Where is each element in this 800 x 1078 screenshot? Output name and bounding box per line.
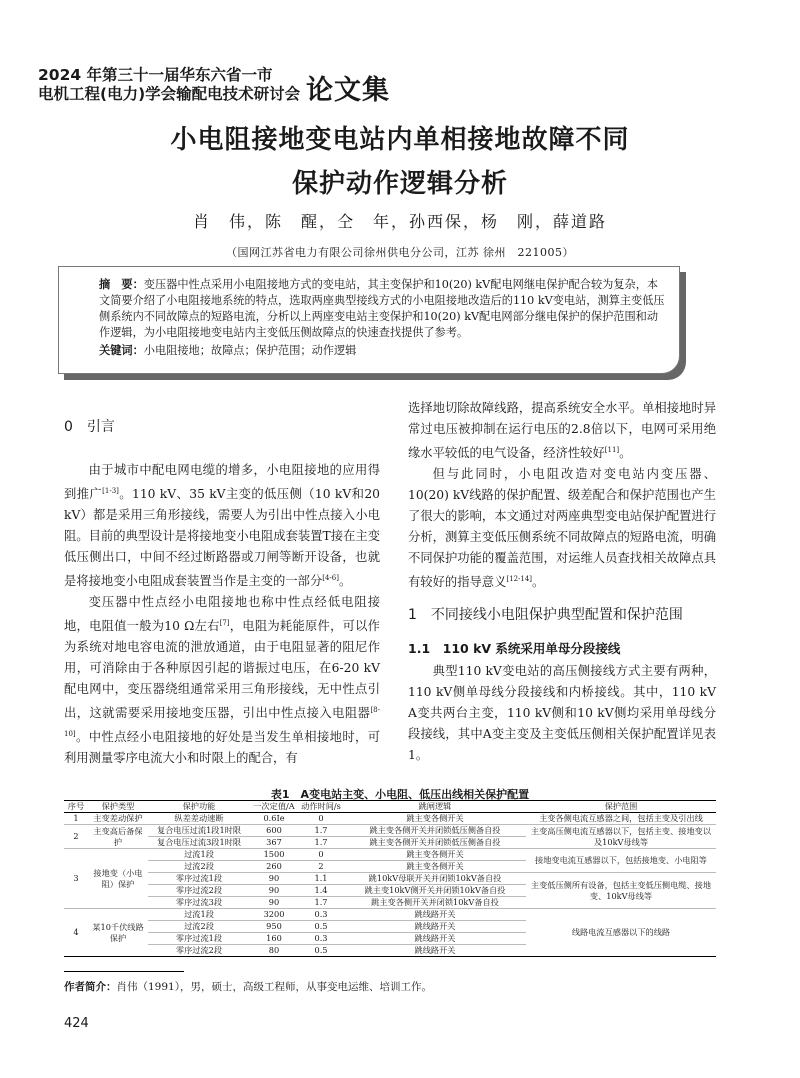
section-heading-1: 1 不同接线小电阻保护典型配置和保护范围 (408, 607, 683, 624)
protection-config-table (64, 800, 716, 957)
section-heading-intro: 0 引言 (64, 419, 115, 435)
abstract-box (58, 266, 680, 374)
collection-label: 论文集 (306, 75, 390, 106)
col-header-trip: 跳闸逻辑 (344, 801, 526, 813)
keywords-text: 小电阻接地；故障点；保护范围；动作逻辑 (143, 344, 357, 357)
table-row: 零序过流1段 160 0.3 跳线路开关 (64, 933, 716, 945)
subsection-heading-1-1: 1.1 110 kV 系统采用单母分段接线 (408, 641, 621, 657)
table-row: 1 主变差动保护 纵差差动速断 0.6Ie 0 跳主变各侧开关 主变各侧电流互感器之间，包括主变及引出线 (64, 813, 716, 825)
header-line-2: 电机工程(电力)学会输配电技术研讨会 (38, 85, 301, 103)
table-row: 4 某10千伏线路保护 过流1段 3200 0.3 跳线路开关 线路电流互感器以下的线路 (64, 909, 716, 921)
footnote-label: 作者简介： (64, 981, 117, 993)
col-header-type: 保护类型 (88, 801, 148, 813)
abstract-text: 变压器中性点采用小电阻接地方式的变电站，其主变保护和10(20) kV配电网继电保护配合较为复杂，本文简要介绍了小电阻接地系统的特点，选取两座典型接线方式的小电阻接地改造后的110 kV变电站，测算主变低压侧系统内不同故障点的短路电流，分析以上两座变电站主变保护和10(20) kV配电网部分继电保护的保护范围和动作逻辑，为小电阻接地变电站内主变低压侧故障点的快速查找提供了参考。 (99, 278, 665, 339)
col-header-function: 保护功能 (148, 801, 250, 813)
intro-paragraph-2: 变压器中性点经小电阻接地也称中性点经低电阻接地，电阻值一般为10 Ω左右[7]，电阻为耗能原件，可以作为系统对地电容电流的泄放通道，由于电阻显著的阻尼作用，可消除由于各种原因引起的谐振过电压，在6-20 kV配电网中，变压器绕组通常采用三角形接线，无中性点引出，这就需要采用接地变压器，引出中性点接入电阻器[8-10]。中性点经小电阻接地的好处是当发生单相接地时，可利用测量零序电流大小和时限上的配合，有 (64, 595, 380, 766)
table-row: 复合电压过流3段1时限 367 1.7 跳主变各侧开关并闭锁低压侧备自投 (64, 837, 716, 849)
col-header-no: 序号 (64, 801, 88, 813)
abstract (99, 277, 669, 341)
table-row: 2 主变高后备保护 复合电压过流1段1时限 600 1.7 跳主变各侧开关并闭锁低压侧备自投 主变高压侧电流互感器以下，包括主变、接地变以及10kV母线等 (64, 825, 716, 837)
col-header-range: 保护范围 (526, 801, 716, 813)
table-row: 零序过流1段 90 1.1 跳10kV母联开关并闭锁10kV备自投 主变低压侧所有设备，包括主变低压侧电缆、接地变、10kV母线等 (64, 873, 716, 885)
left-column (64, 460, 380, 769)
table-row: 零序过流2段 80 0.5 跳线路开关 (64, 945, 716, 957)
page-number: 424 (64, 1016, 89, 1031)
paper-title (0, 118, 800, 206)
proceedings-header (38, 66, 300, 104)
header-line-1: 2024 年第三十一届华东六省一市 (38, 66, 273, 84)
table-row: 过流2段 260 2 跳主变各侧开关 (64, 861, 716, 873)
author-bio-footnote (64, 979, 432, 994)
table-row: 零序过流2段 90 1.4 跳主变10kV侧开关并闭锁10kV备自投 (64, 885, 716, 897)
table-caption: 表1 A变电站主变、小电阻、低压出线相关保护配置 (270, 788, 530, 801)
right-column (408, 398, 716, 766)
citation: [1-3] (102, 487, 119, 495)
table-row: 零序过流3段 90 1.7 跳主变各侧开关并闭锁10kV备自投 (64, 897, 716, 909)
table-row: 过流2段 950 0.5 跳线路开关 (64, 921, 716, 933)
keywords-label: 关键词： (99, 344, 144, 357)
col-header-time: 动作时间/s (298, 801, 344, 813)
footnote-text: 肖伟（1991），男，硕士，高级工程师，从事变电运维、培训工作。 (116, 981, 432, 993)
author-list: 肖 伟，陈 醒，仝 年，孙西保，杨 刚，薛道路 (192, 212, 607, 231)
intro-paragraph-1: 由于城市中配电网电缆的增多，小电阻接地的应用得到推广[1-3]。110 kV、35 kV主变的低压侧（10 kV和20 kV）都是采用三角形接线，需要人为引出中性点接入小电阻。目前的典型设计是将接地变小电阻成套装置T接在主变低压侧出口，中间不经过断路器或刀闸等断开设备，也就是将接地变小电阻成套装置当作是主变的一部分[4-6]。 (64, 463, 380, 589)
citation: [7] (219, 619, 230, 628)
table-row: 3 接地变（小电阻）保护 过流1段 1500 0 跳主变各侧开关 接地变电流互感器以下，包括接地变、小电阻等 (64, 849, 716, 861)
continued-paragraph: 选择地切除故障线路，提高系统安全水平。单相接地时异常过电压被抑制在运行电压的2.8倍以下，电网可采用绝缘水平较低的电气设备，经济性较好[11]。 (408, 401, 716, 461)
citation: [12-14] (506, 575, 533, 584)
abstract-label: 摘 要： (99, 278, 144, 291)
citation: [4-6] (322, 574, 339, 583)
footnote-divider (64, 971, 184, 972)
col-header-setting: 一次定值/A (250, 801, 298, 813)
paragraph-single-bus: 典型110 kV变电站的高压侧接线方式主要有两种，110 kV侧单母线分段接线和内桥接线。其中，110 kV A变共两台主变，110 kV侧和10 kV侧均采用单母线分段接线，其中A变主变及主变低压侧相关保护配置详见表1。 (408, 664, 716, 763)
citation: [11] (604, 446, 620, 454)
table-header-row (64, 801, 716, 813)
paragraph-impact: 但与此同时，小电阻改造对变电站内变压器、10(20) kV线路的保护配置、级差配合和保护范围也产生了很大的影响，本文通过对两座典型变电站保护配置进行分析，测算主变低压侧系统不同故障点的短路电流，明确不同保护功能的覆盖范围，对运维人员查找相关故障点具有较好的指导意义[12-14]。 (408, 467, 716, 590)
citation: [8-10] (64, 706, 380, 739)
keywords (99, 343, 669, 359)
title-line-1: 小电阻接地变电站内单相接地故障不同 (170, 125, 630, 155)
title-line-2: 保护动作逻辑分析 (291, 169, 508, 199)
affiliation: （国网江苏省电力有限公司徐州供电分公司，江苏 徐州 221005） (226, 246, 574, 259)
